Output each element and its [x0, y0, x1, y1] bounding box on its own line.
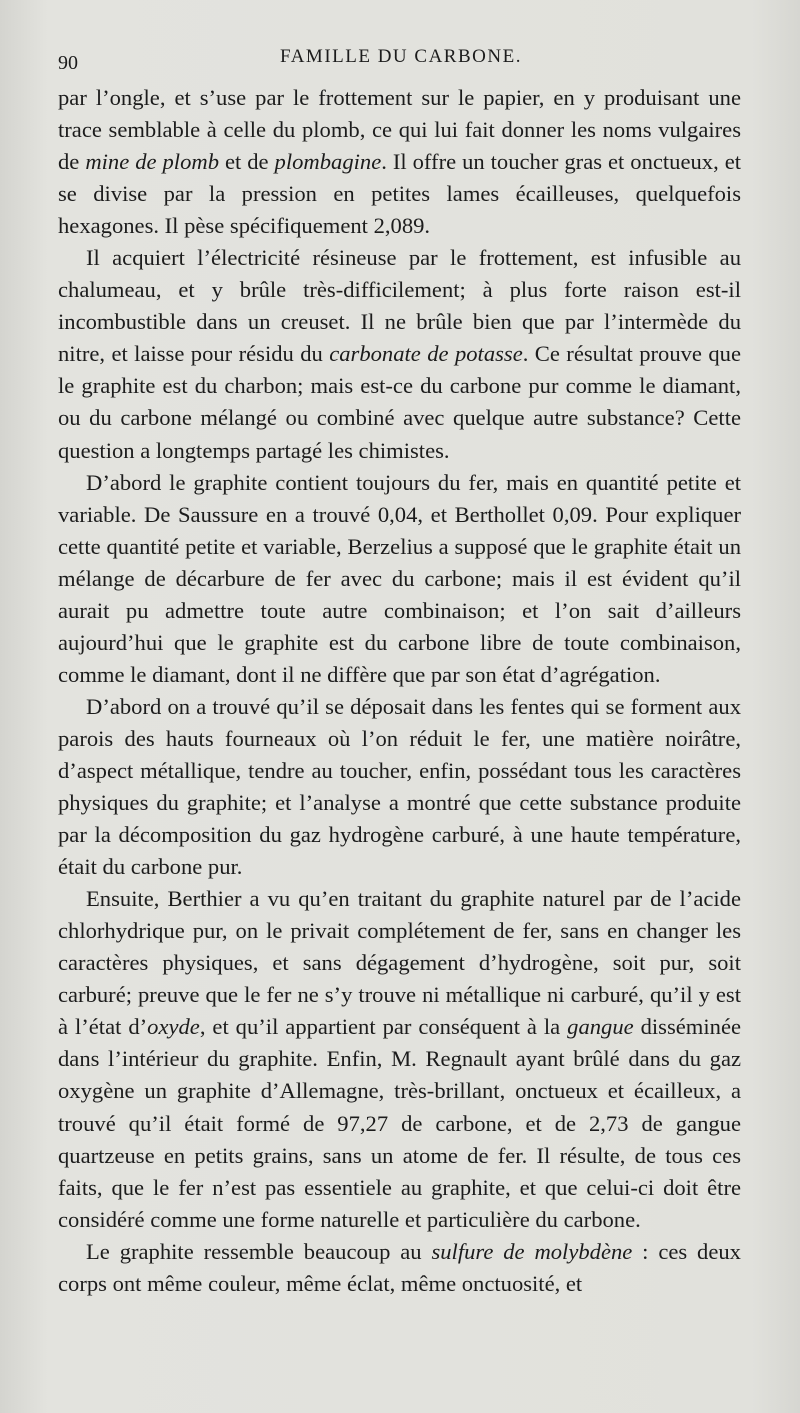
italic-term: sulfure de molybdène — [431, 1238, 633, 1264]
italic-term: oxyde — [147, 1014, 200, 1040]
text-run: D’abord le graphite contient toujours du fer, mais en quantité petite et variable. De Saussure en a trouvé 0,04, et Berthollet 0,09. Pour expliquer cette quantité petite et variable, Berzelius a supposé que le graphite était un mélange de décarbure de fer avec du carbone; mais il est évident qu’il aurait pu admettre toute autre combinaison; et l’on sait d’ailleurs aujourd’hui que le graphite est du carbone libre de toute combinaison, comme le diamant, dont il ne diffère que par son état d’agrégation. — [58, 469, 741, 687]
text-run: Ensuite, Berthier a vu qu’en traitant du graphite naturel par de l’acide chlorhydrique pur, on le privait complétement de fer, sans en changer les caractères physiques, et sans dégagement d’hydrogène, soit pur, soit carburé; preuve que le fer ne s’y trouve ni métallique ni carburé, qu’il y est à l’état d’ — [58, 886, 741, 1040]
text-run: par l’ongle, et s’use par le frottement sur le papier, en y produisant une trace semblable à celle du plomb, ce qui lui fait donner les noms vulgaires de — [58, 85, 741, 175]
page-number: 90 — [58, 52, 78, 74]
text-run: : ces deux corps ont même couleur, même éclat, même onctuosité, et — [58, 1238, 741, 1296]
italic-term: gangue — [567, 1014, 634, 1040]
text-run: disséminée dans l’intérieur du graphite. Enfin, M. Regnault ayant brûlé dans du gaz oxygène un graphite d’Allemagne, très-brillant, onctueux et écailleux, a trouvé qu’il était formé de 97,27 de carbone, et de 2,73 de gangue quartzeuse en petits grains, sans un atome de fer. Il résulte, de tous ces faits, que le fer n’est pas essentiele au graphite, et que celui-ci doit être considéré comme une forme naturelle et particulière du carbone. — [58, 1014, 742, 1232]
paragraph — [58, 467, 741, 691]
text-run: Le graphite ressemble beaucoup au — [86, 1238, 432, 1264]
text-run: . Il offre un toucher gras et onctueux, et se divise par la pression en petites lames écailleuses, quelquefois hexagones. Il pèse spécifiquement 2,089. — [58, 149, 742, 239]
text-run: D’abord on a trouvé qu’il se déposait dans les fentes qui se forment aux parois des hauts fourneaux où l’on réduit le fer, une matière noirâtre, d’aspect métallique, tendre au toucher, enfin, possédant tous les caractères physiques du graphite; et l’analyse a montré que cette substance produite par la décomposition du gaz hydrogène carburé, à une haute température, était du carbone pur. — [58, 693, 741, 880]
paragraph — [58, 242, 741, 466]
text-run: et de — [219, 149, 275, 175]
text-run: . Ce résultat prouve que le graphite est du charbon; mais est-ce du carbone pur comme le diamant, ou du carbone mélangé ou combiné avec quelque autre substance? Cette question a longtemps partagé les chimistes. — [58, 341, 741, 463]
paragraph — [58, 82, 741, 242]
body-text — [58, 82, 741, 1300]
page-header — [58, 44, 744, 80]
paragraph — [58, 1236, 741, 1300]
italic-term: mine de plomb — [85, 149, 219, 175]
italic-term: carbonate de potasse — [329, 341, 523, 367]
running-title: FAMILLE DU CARBONE. — [280, 46, 522, 67]
paragraph — [58, 883, 741, 1236]
italic-term: plombagine — [274, 149, 382, 175]
text-run: Il acquiert l’électricité résineuse par le frottement, est infusible au chalumeau, et y brûle très-difficilement; à plus forte raison est-il incombustible dans un creuset. Il ne brûle bien que par l’intermède du nitre, et laisse pour résidu du — [58, 245, 741, 367]
text-run: , et qu’il appartient par conséquent à la — [199, 1014, 568, 1040]
paragraph — [58, 691, 741, 883]
